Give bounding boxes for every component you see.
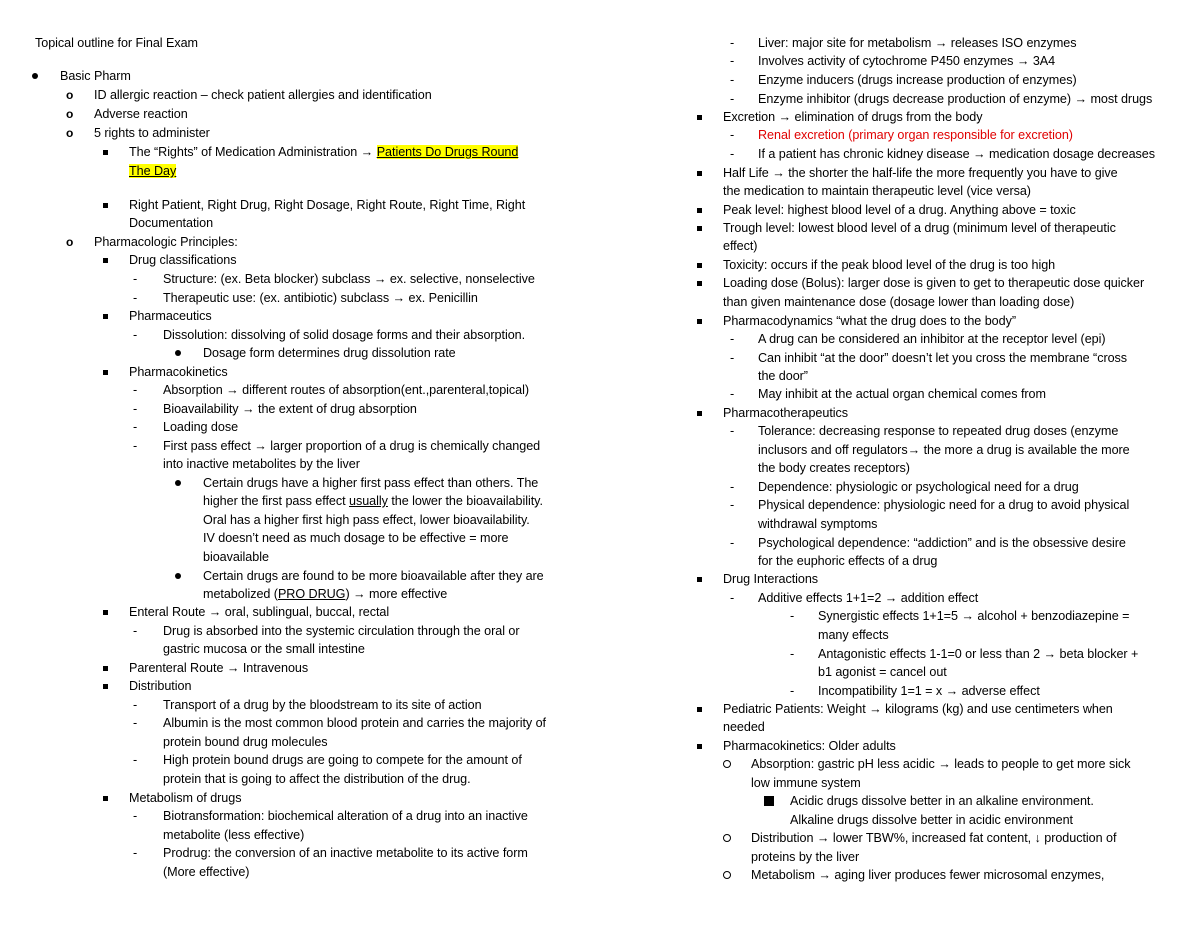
bullet-square-icon xyxy=(103,150,108,155)
right_column-outline-line xyxy=(758,127,1073,143)
bullet-dash-icon: - xyxy=(730,387,735,401)
left_column-outline-line xyxy=(163,641,365,657)
bullet-dash-icon: - xyxy=(730,498,735,512)
bullet-dash-icon: - xyxy=(133,291,138,305)
highlighted-mnemonic: Patients Do Drugs Round xyxy=(376,145,519,159)
line-text: Distribution → lower TBW%, increased fat content, ↓ production of xyxy=(751,831,1117,845)
bullet-square-icon xyxy=(697,226,702,231)
bullet-ring-icon xyxy=(723,871,731,879)
right_column-outline-line xyxy=(723,183,1031,199)
right_column-outline-line xyxy=(758,146,1155,162)
left_column-outline-line xyxy=(203,493,543,509)
left_column-outline-line xyxy=(163,697,482,713)
bullet-dash-icon: - xyxy=(730,351,735,365)
line-text: Liver: major site for metabolism → releases ISO enzymes xyxy=(758,36,1077,50)
left_column-outline-line xyxy=(94,87,432,103)
bullet-square-icon xyxy=(103,796,108,801)
bullet-large-square-icon xyxy=(764,796,774,806)
bullet-dash-icon: - xyxy=(730,424,735,438)
bullet-dash-icon: - xyxy=(790,684,795,698)
bullet-o-icon: o xyxy=(66,107,74,121)
bullet-o-icon: o xyxy=(66,235,74,249)
bullet-disc-icon xyxy=(32,73,38,79)
left_column-outline-line xyxy=(163,808,528,824)
left_column-outline-line xyxy=(203,549,269,565)
right_column-outline-line xyxy=(723,571,818,587)
right_column-outline-line xyxy=(758,535,1126,551)
left_column-outline-line xyxy=(129,660,308,676)
right_column-outline-line xyxy=(723,275,1144,291)
line-text: Enzyme inducers (drugs increase production of enzymes) xyxy=(758,73,1077,87)
left_column-outline-line xyxy=(129,308,212,324)
line-text: metabolite (less effective) xyxy=(163,828,305,842)
left_column-outline-line xyxy=(94,125,210,141)
line-text: gastric mucosa or the small intestine xyxy=(163,642,365,656)
right_column-outline-line xyxy=(818,627,889,643)
bullet-square-icon xyxy=(103,684,108,689)
line-text: needed xyxy=(723,720,765,734)
line-text: ID allergic reaction – check patient allergies and identification xyxy=(94,88,432,102)
bullet-square-icon xyxy=(697,263,702,268)
line-text: Half Life → the shorter the half-life the more frequently you have to give xyxy=(723,166,1118,180)
bullet-dash-icon: - xyxy=(730,54,735,68)
line-text: Therapeutic use: (ex. antibiotic) subclass → ex. Penicillin xyxy=(163,291,478,305)
left_column-outline-line xyxy=(163,271,535,287)
line-text: Structure: (ex. Beta blocker) subclass → ex. selective, nonselective xyxy=(163,272,535,286)
right_column-outline-line xyxy=(723,405,848,421)
line-text: Bioavailability → the extent of drug absorption xyxy=(163,402,417,416)
left_column-outline-line xyxy=(129,215,213,231)
right_column-outline-line xyxy=(751,849,859,865)
line-text: Loading dose (Bolus): larger dose is given to get to therapeutic dose quicker xyxy=(723,276,1145,290)
bullet-dash-icon: - xyxy=(133,716,138,730)
line-text: Prodrug: the conversion of an inactive metabolite to its active form xyxy=(163,846,528,860)
line-text: Pediatric Patients: Weight → kilograms (kg) and use centimeters when xyxy=(723,702,1113,716)
right_column-outline-line xyxy=(723,220,1116,236)
left_column-outline-line xyxy=(203,512,530,528)
line-text: Biotransformation: biochemical alteration of a drug into an inactive xyxy=(163,809,528,823)
document-title: Topical outline for Final Exam xyxy=(35,36,198,50)
left_column-outline-line xyxy=(163,290,478,306)
right_column-outline-line xyxy=(818,664,947,680)
line-text: than given maintenance dose (dosage lower than loading dose) xyxy=(723,295,1075,309)
left_column-outline-line xyxy=(129,364,228,380)
line-text: Transport of a drug by the bloodstream to its site of action xyxy=(163,698,482,712)
bullet-square-icon xyxy=(697,208,702,213)
bullet-dash-icon: - xyxy=(133,809,138,823)
left_column-outline-line xyxy=(163,715,546,731)
right_column-outline-line xyxy=(758,350,1127,366)
line-text: Antagonistic effects 1-1=0 or less than 2 → beta blocker + xyxy=(818,647,1139,661)
line-text: Excretion → elimination of drugs from the body xyxy=(723,110,983,124)
bullet-dash-icon: - xyxy=(730,332,735,346)
bullet-square-icon xyxy=(697,707,702,712)
left_column-outline-line xyxy=(60,68,131,84)
line-text: Albumin is the most common blood protein and carries the majority of xyxy=(163,716,546,730)
line-text: Pharmacokinetics xyxy=(129,365,228,379)
right_column-outline-line xyxy=(758,553,937,569)
right_column-outline-line xyxy=(758,460,910,476)
left_column-outline-line xyxy=(163,382,529,398)
right_column-outline-line xyxy=(758,423,1118,439)
right_column-outline-line xyxy=(758,91,1152,107)
line-text: If a patient has chronic kidney disease → medication dosage decreases xyxy=(758,147,1155,161)
right_column-outline-line xyxy=(758,590,978,606)
right_column-outline-line xyxy=(758,368,808,384)
left_column-outline-line xyxy=(203,530,509,546)
line-text: proteins by the liver xyxy=(751,850,860,864)
line-text: Parenteral Route → Intravenous xyxy=(129,661,309,675)
line-text: protein bound drug molecules xyxy=(163,735,328,749)
line-text: withdrawal symptoms xyxy=(758,517,878,531)
line-text: Loading dose xyxy=(163,420,239,434)
line-text: the door” xyxy=(758,369,808,383)
right_column-outline-line xyxy=(758,516,877,532)
bullet-dash-icon: - xyxy=(133,753,138,767)
right_column-outline-line xyxy=(723,701,1113,717)
line-text: effect) xyxy=(723,239,758,253)
left_column-outline-line xyxy=(203,475,538,491)
line-text: Pharmaceutics xyxy=(129,309,212,323)
right_column-outline-line xyxy=(723,202,1076,218)
bullet-dash-icon: - xyxy=(790,609,795,623)
bullet-dash-icon: - xyxy=(133,272,138,286)
right_column-outline-line xyxy=(758,53,1055,69)
line-text: Basic Pharm xyxy=(60,69,131,83)
line-text: Adverse reaction xyxy=(94,107,188,121)
line-text: Metabolism of drugs xyxy=(129,791,242,805)
bullet-square-icon xyxy=(697,319,702,324)
bullet-dash-icon: - xyxy=(133,383,138,397)
line-text: Certain drugs are found to be more bioavailable after they are xyxy=(203,569,544,583)
line-text: Can inhibit “at the door” doesn’t let you cross the membrane “cross xyxy=(758,351,1128,365)
line-text: Renal excretion (primary organ responsible for excretion) xyxy=(758,128,1073,142)
bullet-square-icon xyxy=(103,258,108,263)
line-text: Dosage form determines drug dissolution rate xyxy=(203,346,456,360)
left_column-outline-line xyxy=(163,845,528,861)
line-text: Pharmacotherapeutics xyxy=(723,406,849,420)
left_column-outline-line xyxy=(94,234,238,250)
right_column-outline-line xyxy=(818,646,1138,662)
line-text: Absorption: gastric pH less acidic → leads to people to get more sick xyxy=(751,757,1131,771)
left_column-outline-line xyxy=(163,456,360,472)
bullet-square-icon xyxy=(697,281,702,286)
bullet-dash-icon: - xyxy=(133,698,138,712)
bullet-square-icon xyxy=(697,411,702,416)
line-text: Additive effects 1+1=2 → addition effect xyxy=(758,591,979,605)
left_column-outline-line xyxy=(129,252,237,268)
bullet-square-icon xyxy=(697,171,702,176)
line-text: Trough level: lowest blood level of a drug (minimum level of therapeutic xyxy=(723,221,1116,235)
line-text: Pharmacodynamics “what the drug does to the body” xyxy=(723,314,1016,328)
bullet-dash-icon: - xyxy=(133,846,138,860)
right_column-outline-line xyxy=(758,497,1129,513)
right_column-outline-line xyxy=(751,830,1116,846)
line-text: Acidic drugs dissolve better in an alkaline environment. xyxy=(790,794,1094,808)
bullet-dash-icon: - xyxy=(133,328,138,342)
line-text: Drug is absorbed into the systemic circulation through the oral or xyxy=(163,624,520,638)
line-text: Incompatibility 1=1 = x → adverse effect xyxy=(818,684,1040,698)
right_column-outline-line xyxy=(818,608,1129,624)
line-text: Involves activity of cytochrome P450 enzymes → 3A4 xyxy=(758,54,1056,68)
line-text: metabolized ( xyxy=(203,587,278,601)
left_column-outline-line xyxy=(163,419,238,435)
line-text: protein that is going to affect the distribution of the drug. xyxy=(163,772,471,786)
bullet-dash-icon: - xyxy=(730,128,735,142)
line-text: Documentation xyxy=(129,216,214,230)
line-text: Psychological dependence: “addiction” and is the obsessive desire xyxy=(758,536,1126,550)
left_column-outline-line xyxy=(163,734,328,750)
line-text: High protein bound drugs are going to compete for the amount of xyxy=(163,753,522,767)
highlighted-mnemonic: The Day xyxy=(129,164,177,178)
line-text: bioavailable xyxy=(203,550,269,564)
right_column-outline-line xyxy=(723,257,1055,273)
bullet-square-icon xyxy=(103,370,108,375)
line-text: Drug classifications xyxy=(129,253,237,267)
right_column-outline-line xyxy=(723,294,1074,310)
line-text: many effects xyxy=(818,628,889,642)
right_column-outline-line xyxy=(758,72,1077,88)
left_column-outline-line xyxy=(129,163,176,179)
right_column-outline-line xyxy=(758,479,1079,495)
line-text: Peak level: highest blood level of a drug. Anything above = toxic xyxy=(723,203,1076,217)
bullet-square-icon xyxy=(103,666,108,671)
bullet-disc-icon xyxy=(175,573,181,579)
bullet-square-icon xyxy=(697,577,702,582)
bullet-dash-icon: - xyxy=(133,420,138,434)
left_column-outline-line xyxy=(129,144,518,160)
bullet-square-icon xyxy=(103,610,108,615)
left_column-outline-line xyxy=(94,106,188,122)
line-text: Right Patient, Right Drug, Right Dosage, Right Route, Right Time, Right xyxy=(129,198,526,212)
bullet-square-icon xyxy=(103,203,108,208)
line-text: Certain drugs have a higher first pass effect than others. The xyxy=(203,476,539,490)
bullet-ring-icon xyxy=(723,834,731,842)
line-text: Alkaline drugs dissolve better in acidic environment xyxy=(790,813,1074,827)
line-text: Tolerance: decreasing response to repeated drug doses (enzyme xyxy=(758,424,1119,438)
bullet-dash-icon: - xyxy=(133,439,138,453)
left_column-outline-line xyxy=(129,678,191,694)
right_column-outline-line xyxy=(758,386,1046,402)
right_column-outline-line xyxy=(790,812,1073,828)
line-text: the medication to maintain therapeutic level (vice versa) xyxy=(723,184,1031,198)
bullet-square-icon xyxy=(697,744,702,749)
left_column-outline-line xyxy=(163,771,471,787)
line-text: low immune system xyxy=(751,776,861,790)
line-text: for the euphoric effects of a drug xyxy=(758,554,938,568)
line-text: Oral has a higher first high pass effect, lower bioavailability. xyxy=(203,513,530,527)
right_column-outline-line xyxy=(751,775,861,791)
left_column-outline-line xyxy=(203,345,456,361)
line-text-continued: ) → more effective xyxy=(345,587,448,601)
bullet-disc-icon xyxy=(175,350,181,356)
line-text: inclusors and off regulators→ the more a drug is available the more xyxy=(758,443,1130,457)
bullet-ring-icon xyxy=(723,760,731,768)
bullet-disc-icon xyxy=(175,480,181,486)
left_column-outline-line xyxy=(163,827,304,843)
bullet-dash-icon: - xyxy=(730,147,735,161)
left_column-outline-line xyxy=(203,586,447,602)
right_column-outline-line xyxy=(723,313,1016,329)
right_column-outline-line xyxy=(723,738,896,754)
left_column-outline-line xyxy=(163,401,417,417)
right_column-outline-line xyxy=(758,442,1130,458)
left_column-outline-line xyxy=(163,752,522,768)
line-text: the body creates receptors) xyxy=(758,461,910,475)
left_column-outline-line xyxy=(163,623,520,639)
right_column-outline-line xyxy=(751,867,1104,883)
right_column-outline-line xyxy=(758,35,1077,51)
line-text: into inactive metabolites by the liver xyxy=(163,457,360,471)
left_column-outline-line xyxy=(163,327,525,343)
line-text: The “Rights” of Medication Administration → xyxy=(129,145,377,159)
line-text: 5 rights to administer xyxy=(94,126,210,140)
line-text: Toxicity: occurs if the peak blood level of the drug is too high xyxy=(723,258,1056,272)
line-text: b1 agonist = cancel out xyxy=(818,665,947,679)
left_column-outline-line xyxy=(203,568,544,584)
bullet-square-icon xyxy=(103,314,108,319)
line-text: (More effective) xyxy=(163,865,250,879)
right_column-outline-line xyxy=(758,331,1106,347)
line-text: Dissolution: dissolving of solid dosage forms and their absorption. xyxy=(163,328,526,342)
line-text: Drug Interactions xyxy=(723,572,819,586)
bullet-dash-icon: - xyxy=(730,36,735,50)
line-text: Physical dependence: physiologic need for a drug to avoid physical xyxy=(758,498,1130,512)
right_column-outline-line xyxy=(723,165,1118,181)
right_column-outline-line xyxy=(723,719,765,735)
bullet-dash-icon: - xyxy=(730,536,735,550)
bullet-o-icon: o xyxy=(66,126,74,140)
left_column-outline-line xyxy=(163,438,540,454)
line-text: Pharmacologic Principles: xyxy=(94,235,238,249)
right_column-outline-line xyxy=(723,238,757,254)
bullet-dash-icon: - xyxy=(730,480,735,494)
line-text: First pass effect → larger proportion of a drug is chemically changed xyxy=(163,439,541,453)
right_column-outline-line xyxy=(818,683,1040,699)
left_column-outline-line xyxy=(163,864,249,880)
bullet-dash-icon: - xyxy=(133,624,138,638)
right_column-outline-line xyxy=(723,109,983,125)
line-text: Enteral Route → oral, sublingual, buccal, rectal xyxy=(129,605,390,619)
line-text: Metabolism → aging liver produces fewer microsomal enzymes, xyxy=(751,868,1105,882)
left_column-outline-line xyxy=(129,197,525,213)
bullet-square-icon xyxy=(697,115,702,120)
bullet-dash-icon: - xyxy=(133,402,138,416)
bullet-dash-icon: - xyxy=(790,647,795,661)
left_column-outline-line xyxy=(129,604,389,620)
bullet-dash-icon: - xyxy=(730,92,735,106)
line-text: IV doesn’t need as much dosage to be effective = more xyxy=(203,531,509,545)
line-text: A drug can be considered an inhibitor at the receptor level (epi) xyxy=(758,332,1106,346)
line-text: May inhibit at the actual organ chemical comes from xyxy=(758,387,1046,401)
line-text-continued: the lower the bioavailability. xyxy=(387,494,543,508)
line-text: Absorption → different routes of absorption(ent.,parenteral,topical) xyxy=(163,383,529,397)
underlined-text: PRO DRUG xyxy=(277,587,346,601)
line-text: Enzyme inhibitor (drugs decrease production of enzyme) → most drugs xyxy=(758,92,1153,106)
underlined-text: usually xyxy=(349,494,388,508)
line-text: Pharmacokinetics: Older adults xyxy=(723,739,896,753)
line-text: Distribution xyxy=(129,679,192,693)
bullet-o-icon: o xyxy=(66,88,74,102)
right_column-outline-line xyxy=(790,793,1094,809)
left_column-outline-line xyxy=(129,790,241,806)
line-text: Dependence: physiologic or psychological need for a drug xyxy=(758,480,1079,494)
line-text: Synergistic effects 1+1=5 → alcohol + benzodiazepine = xyxy=(818,609,1130,623)
bullet-dash-icon: - xyxy=(730,591,735,605)
right_column-outline-line xyxy=(751,756,1130,772)
bullet-dash-icon: - xyxy=(730,73,735,87)
line-text: higher the first pass effect xyxy=(203,494,350,508)
